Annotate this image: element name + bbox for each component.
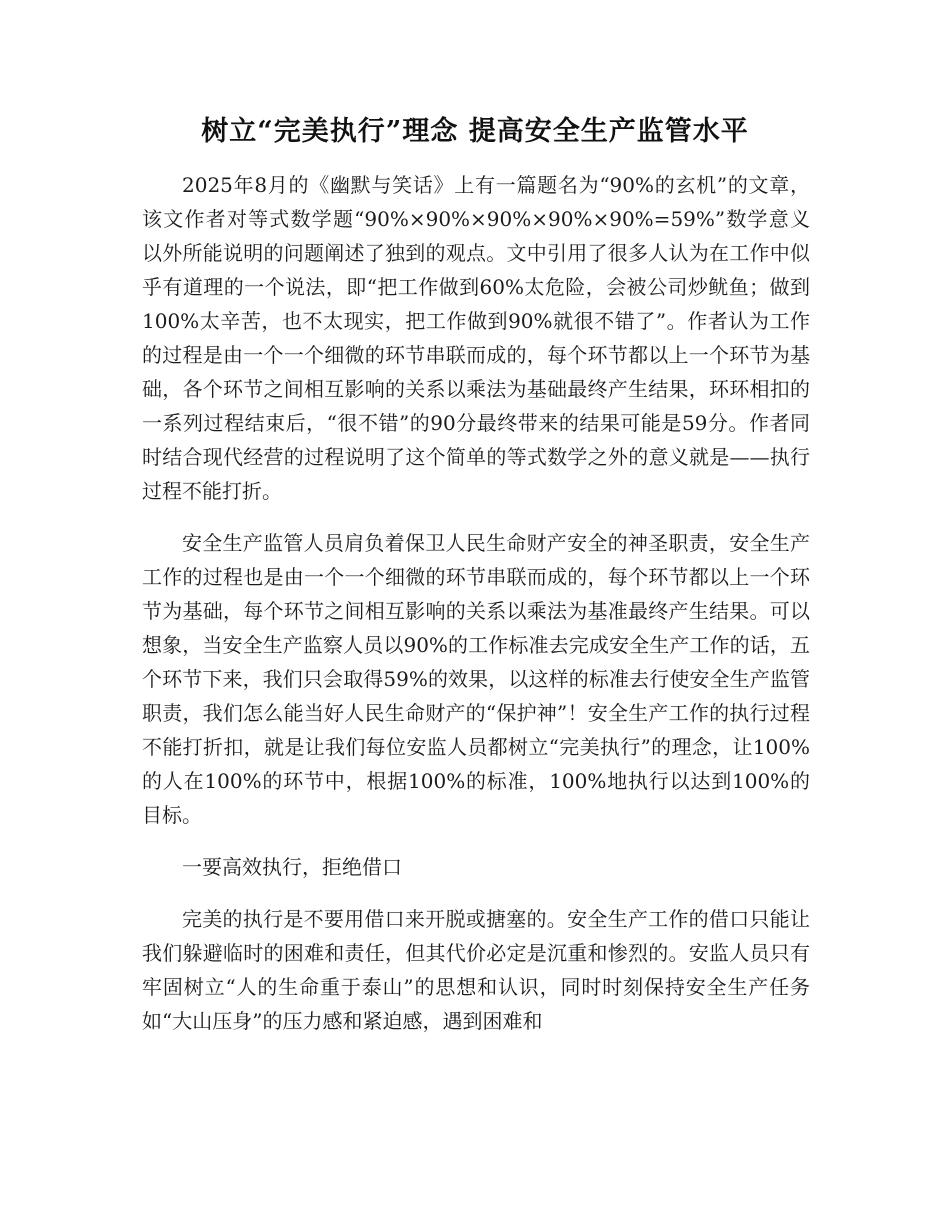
paragraph-no-excuses: 完美的执行是不要用借口来开脱或搪塞的。安全生产工作的借口只能让我们躲避临时的困难和责任，但其代价必定是沉重和惨烈的。安监人员只有牢固树立“人的生命重于泰山”的思想和认识，同时时刻保持安全生产任务如“大山压身”的压力感和紧迫感，遇到困难和 <box>142 907 810 1033</box>
section-heading-efficient-execution: 一要高效执行，拒绝借口 <box>182 855 402 879</box>
paragraph-safety-duty: 安全生产监管人员肩负着保卫人民生命财产安全的神圣职责，安全生产工作的过程也是由一个一个细微的环节串联而成的，每个环节都以上一个环节为基础，每个环节之间相互影响的关系以乘法为基准最终产生结果。可以想象，当安全生产监察人员以90%的工作标准去完成安全生产工作的话，五个环节下来，我们只会取得59%的效果，以这样的标准去行使安全生产监管职责，我们怎么能当好人民生命财产的“保护神”！安全生产工作的执行过程不能打折扣，就是让我们每位安监人员都树立“完美执行”的理念，让100%的人在100%的环节中，根据100%的标准，100%地执行以达到100%的目标。 <box>142 531 810 827</box>
paragraph-intro: 2025年8月的《幽默与笑话》上有一篇题名为“90%的玄机”的文章，该文作者对等式数学题“90%×90%×90%×90%×90%=59%”数学意义以外所能说明的问题阐述了独到的观点。文中引用了很多人认为在工作中似乎有道理的一个说法，即“把工作做到60%太危险，会被公司炒鱿鱼；做到100%太辛苦，也不太现实，把工作做到90%就很不错了”。作者认为工作的过程是由一个一个细微的环节串联而成的，每个环节都以上一个环节为基础，各个环节之间相互影响的关系以乘法为基础最终产生结果，环环相扣的一系列过程结束后，“很不错”的90分最终带来的结果可能是59分。作者同时结合现代经营的过程说明了这个简单的等式数学之外的意义就是——执行过程不能打折。 <box>142 173 810 503</box>
document-title: 树立“完美执行”理念 提高安全生产监管水平 <box>201 116 749 147</box>
document-body <box>142 168 810 1038</box>
